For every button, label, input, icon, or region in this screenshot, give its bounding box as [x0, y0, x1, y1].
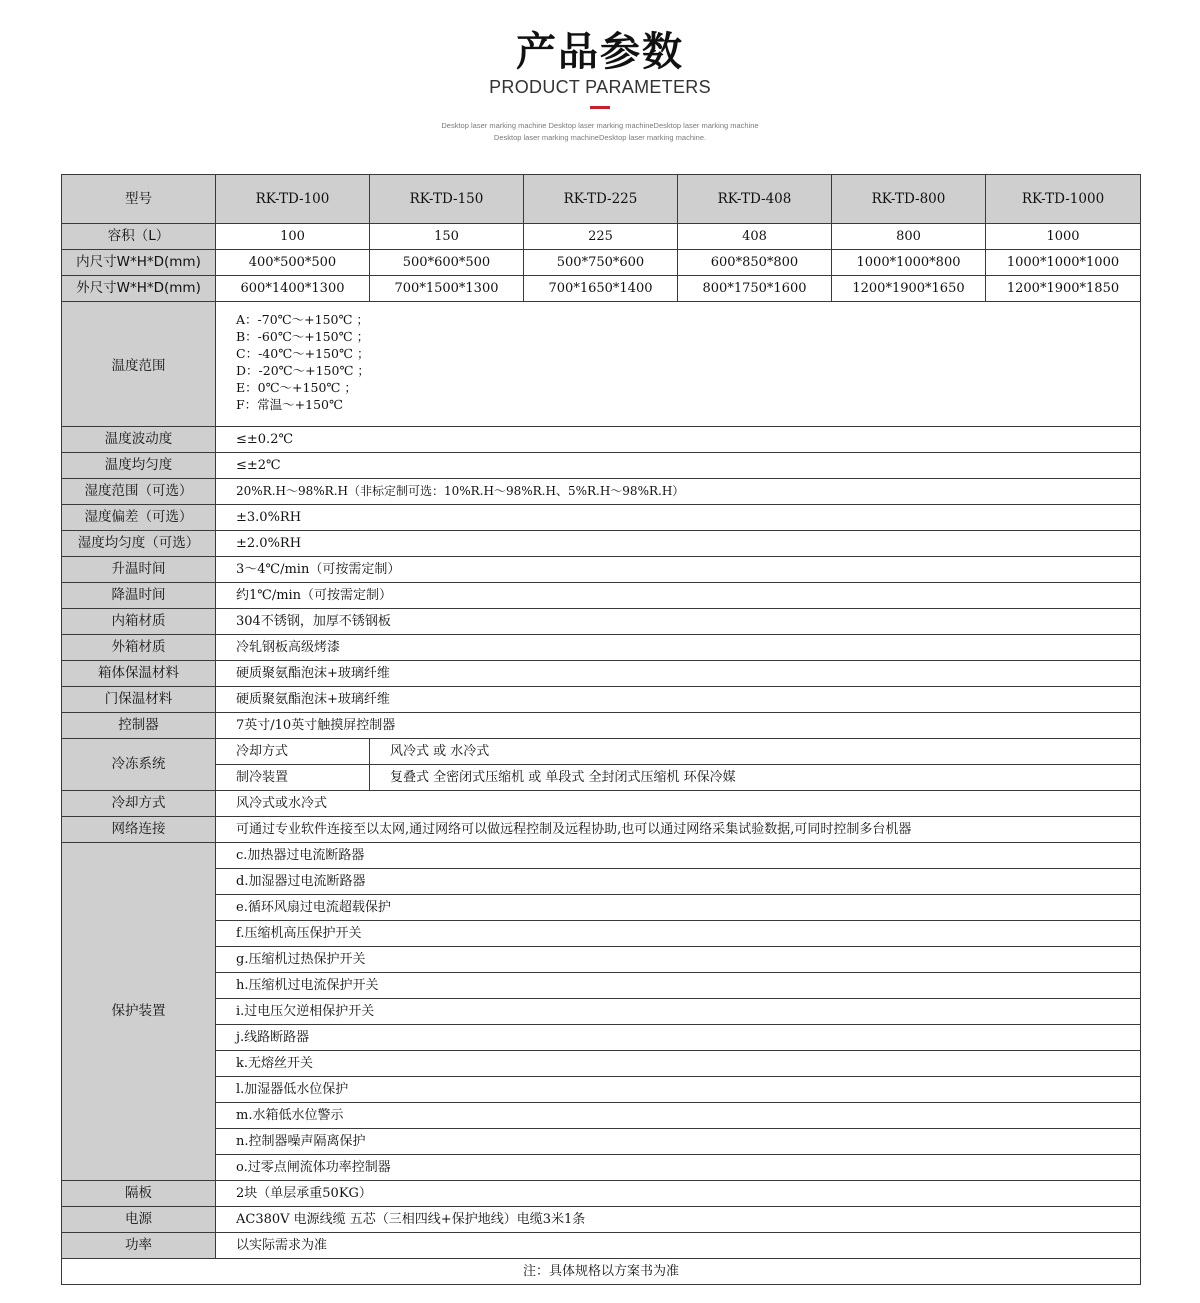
refrigeration-row: [62, 765, 1141, 791]
protection-item: e.循环风扇过电流超载保护: [216, 895, 1141, 921]
volume-value: 408: [678, 224, 832, 250]
protection-row: [62, 973, 1141, 999]
model-cell: RK-TD-150: [370, 175, 524, 224]
protection-row: [62, 843, 1141, 869]
outer-size-value: 800*1750*1600: [678, 276, 832, 302]
spec-row: [62, 1207, 1141, 1233]
outer-size-value: 700*1650*1400: [524, 276, 678, 302]
row-label: 冷却方式: [62, 791, 216, 817]
protection-row: [62, 1103, 1141, 1129]
temp-range-item: E：0℃～+150℃ ；: [236, 380, 357, 395]
row-label: 容积（L）: [62, 224, 216, 250]
row-value: 约1℃/min（可按需定制）: [216, 583, 1141, 609]
row-label: 保护装置: [62, 843, 216, 1181]
refrigeration-row: [62, 739, 1141, 765]
protection-row: [62, 1025, 1141, 1051]
protection-item: o.过零点闸流体功率控制器: [216, 1155, 1141, 1181]
row-label: 外尺寸W*H*D(mm): [62, 276, 216, 302]
page-subtitle: PRODUCT PARAMETERS: [489, 77, 711, 97]
header: [0, 0, 1200, 170]
outer-size-value: 700*1500*1300: [370, 276, 524, 302]
protection-item: g.压缩机过热保护开关: [216, 947, 1141, 973]
model-cell: RK-TD-100: [216, 175, 370, 224]
temp-range-row: [62, 302, 1141, 427]
sub-label: 制冷装置: [216, 765, 370, 791]
protection-item: i.过电压欠逆相保护开关: [216, 999, 1141, 1025]
temp-range-item: A：-70℃～+150℃ ；: [236, 312, 369, 327]
spec-row: [62, 453, 1141, 479]
spec-row: [62, 635, 1141, 661]
inner-size-value: 600*850*800: [678, 250, 832, 276]
inner-size-row: [62, 250, 1141, 276]
protection-item: n.控制器噪声隔离保护: [216, 1129, 1141, 1155]
note-row: [62, 1259, 1141, 1285]
model-cell: RK-TD-1000: [986, 175, 1141, 224]
row-label: 温度范围: [62, 302, 216, 427]
inner-size-value: 500*600*500: [370, 250, 524, 276]
table-note: 注：具体规格以方案书为准: [62, 1259, 1141, 1285]
row-label: 湿度偏差（可选）: [62, 505, 216, 531]
row-label: 内尺寸W*H*D(mm): [62, 250, 216, 276]
row-label: 外箱材质: [62, 635, 216, 661]
row-value: 冷轧钢板高级烤漆: [216, 635, 1141, 661]
spec-row: [62, 661, 1141, 687]
spec-row: [62, 1181, 1141, 1207]
row-value: ±2.0%RH: [216, 531, 1141, 557]
row-label: 箱体保温材料: [62, 661, 216, 687]
sub-label: 冷却方式: [216, 739, 370, 765]
row-label: 内箱材质: [62, 609, 216, 635]
model-row: [62, 175, 1141, 224]
outer-size-value: 1200*1900*1850: [986, 276, 1141, 302]
temp-range-item: C：-40℃～+150℃ ；: [236, 346, 370, 361]
outer-size-value: 600*1400*1300: [216, 276, 370, 302]
row-label: 升温时间: [62, 557, 216, 583]
temp-range-list: [216, 302, 1141, 427]
spec-row: [62, 583, 1141, 609]
spec-row: [62, 609, 1141, 635]
row-value: 硬质聚氨酯泡沫+玻璃纤维: [216, 687, 1141, 713]
spec-row: [62, 713, 1141, 739]
protection-item: l.加湿器低水位保护: [216, 1077, 1141, 1103]
row-value: 20%R.H～98%R.H（非标定制可选：10%R.H～98%R.H、5%R.H～98%R.H）: [216, 479, 1141, 505]
protection-item: j.线路断路器: [216, 1025, 1141, 1051]
row-label: 电源: [62, 1207, 216, 1233]
volume-value: 225: [524, 224, 678, 250]
temp-range-item: F：常温～+150℃: [236, 397, 343, 412]
spec-row: [62, 1233, 1141, 1259]
spec-row: [62, 479, 1141, 505]
spec-row: [62, 687, 1141, 713]
volume-value: 800: [832, 224, 986, 250]
spec-row: [62, 557, 1141, 583]
row-value: ±3.0%RH: [216, 505, 1141, 531]
protection-row: [62, 1051, 1141, 1077]
row-label: 功率: [62, 1233, 216, 1259]
title-accent-bar: [590, 106, 610, 109]
volume-value: 100: [216, 224, 370, 250]
row-value: 3～4℃/min（可按需定制）: [216, 557, 1141, 583]
inner-size-value: 500*750*600: [524, 250, 678, 276]
row-value: 风冷式或水冷式: [216, 791, 1141, 817]
outer-size-value: 1200*1900*1650: [832, 276, 986, 302]
model-cell: RK-TD-225: [524, 175, 678, 224]
volume-value: 150: [370, 224, 524, 250]
row-label: 门保温材料: [62, 687, 216, 713]
protection-item: c.加热器过电流断路器: [216, 843, 1141, 869]
row-value: 可通过专业软件连接至以太网,通过网络可以做远程控制及远程协助,也可以通过网络采集试验数据,可同时控制多台机器: [216, 817, 1141, 843]
row-label: 冷冻系统: [62, 739, 216, 791]
row-value: 硬质聚氨酯泡沫+玻璃纤维: [216, 661, 1141, 687]
model-cell: RK-TD-408: [678, 175, 832, 224]
row-value: 2块（单层承重50KG）: [216, 1181, 1141, 1207]
page-title: 产品参数: [516, 29, 684, 75]
row-label: 湿度范围（可选）: [62, 479, 216, 505]
row-label: 降温时间: [62, 583, 216, 609]
protection-row: [62, 947, 1141, 973]
protection-item: m.水箱低水位警示: [216, 1103, 1141, 1129]
inner-size-value: 400*500*500: [216, 250, 370, 276]
cooling-row: [62, 791, 1141, 817]
protection-row: [62, 921, 1141, 947]
model-cell: RK-TD-800: [832, 175, 986, 224]
row-value: ≤±0.2℃: [216, 427, 1141, 453]
inner-size-value: 1000*1000*800: [832, 250, 986, 276]
outer-size-row: [62, 276, 1141, 302]
spec-row: [62, 505, 1141, 531]
protection-row: [62, 895, 1141, 921]
protection-row: [62, 869, 1141, 895]
spec-row: [62, 531, 1141, 557]
row-label: 温度均匀度: [62, 453, 216, 479]
row-value: AC380V 电源线缆 五芯（三相四线+保护地线）电缆3米1条: [216, 1207, 1141, 1233]
inner-size-value: 1000*1000*1000: [986, 250, 1141, 276]
network-row: [62, 817, 1141, 843]
volume-value: 1000: [986, 224, 1141, 250]
volume-row: [62, 224, 1141, 250]
protection-item: k.无熔丝开关: [216, 1051, 1141, 1077]
protection-item: d.加湿器过电流断路器: [216, 869, 1141, 895]
row-value: 7英寸/10英寸触摸屏控制器: [216, 713, 1141, 739]
protection-row: [62, 1129, 1141, 1155]
row-value: 以实际需求为准: [216, 1233, 1141, 1259]
row-label: 隔板: [62, 1181, 216, 1207]
row-value: ≤±2℃: [216, 453, 1141, 479]
sub-value: 复叠式 全密闭式压缩机 或 单段式 全封闭式压缩机 环保冷媒: [370, 765, 1141, 791]
row-label: 湿度均匀度（可选）: [62, 531, 216, 557]
tagline-2: Desktop laser marking machineDesktop laser marking machine.: [493, 133, 707, 142]
tagline-1: Desktop laser marking machine Desktop laser marking machineDesktop laser marking machine: [441, 121, 759, 130]
parameter-table: [61, 174, 1141, 1285]
row-label: 网络连接: [62, 817, 216, 843]
temp-range-item: D：-20℃～+150℃ ；: [236, 363, 370, 378]
protection-item: h.压缩机过电流保护开关: [216, 973, 1141, 999]
temp-range-item: B：-60℃～+150℃ ；: [236, 329, 370, 344]
protection-item: f.压缩机高压保护开关: [216, 921, 1141, 947]
sub-value: 风冷式 或 水冷式: [370, 739, 1141, 765]
protection-row: [62, 1155, 1141, 1181]
spec-row: [62, 427, 1141, 453]
model-label: 型号: [62, 175, 216, 224]
row-value: 304不锈钢，加厚不锈钢板: [216, 609, 1141, 635]
protection-row: [62, 999, 1141, 1025]
protection-row: [62, 1077, 1141, 1103]
row-label: 控制器: [62, 713, 216, 739]
row-label: 温度波动度: [62, 427, 216, 453]
